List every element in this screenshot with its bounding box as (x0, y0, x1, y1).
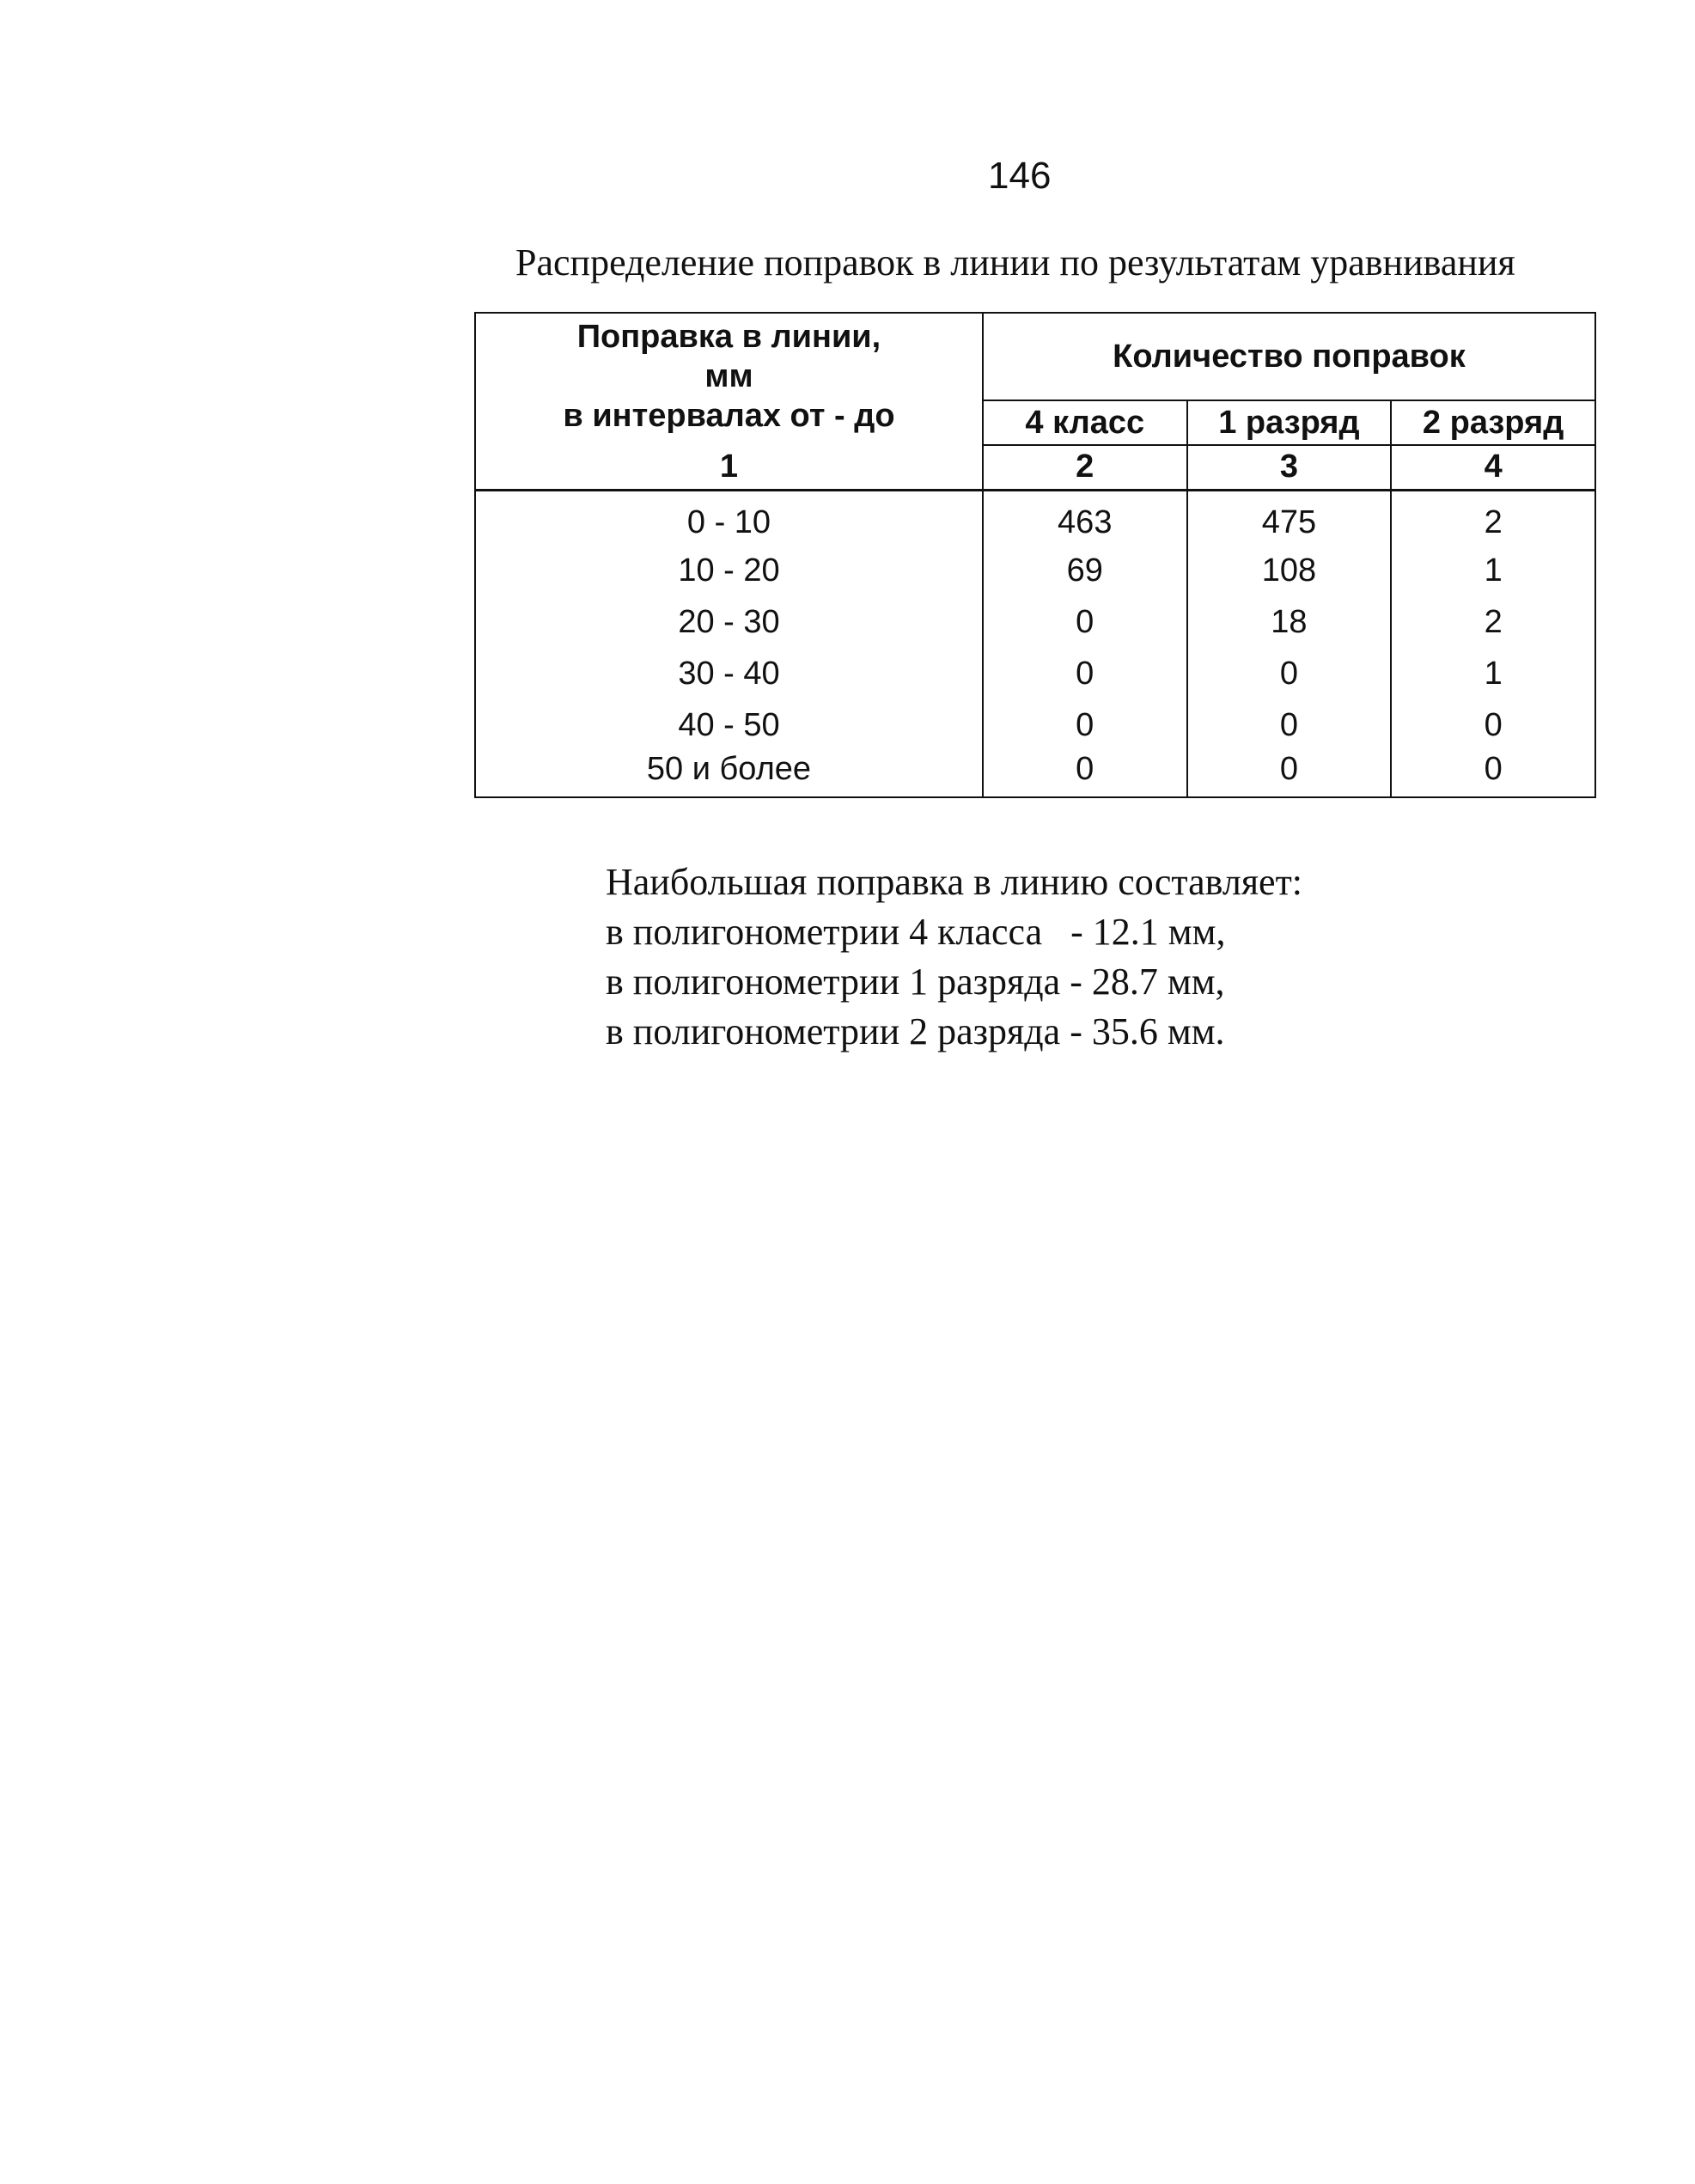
table-row (475, 699, 1595, 751)
subheader-2-rank: 2 разряд (1391, 400, 1595, 445)
header-line-2: мм (704, 358, 753, 394)
interval-cell: 30 - 40 (475, 648, 983, 699)
count-cell: 463 (983, 490, 1187, 545)
summary-line: в полигонометрии 1 разряда - 28.7 мм, (606, 961, 1225, 1003)
table-row (475, 490, 1595, 545)
table-row (475, 545, 1595, 596)
summary-text (606, 857, 1302, 1057)
table-row (475, 596, 1595, 648)
subheader-4-class: 4 класс (983, 400, 1187, 445)
count-cell: 2 (1391, 596, 1595, 648)
summary-line: в полигонометрии 2 разряда - 35.6 мм. (606, 1010, 1225, 1052)
column-number: 2 (983, 445, 1187, 490)
count-cell: 108 (1187, 545, 1392, 596)
interval-cell: 10 - 20 (475, 545, 983, 596)
interval-cell: 20 - 30 (475, 596, 983, 648)
count-cell: 0 (983, 751, 1187, 797)
count-cell: 0 (1187, 648, 1392, 699)
header-corrections-count: Количество поправок (983, 313, 1595, 400)
count-cell: 0 (983, 596, 1187, 648)
count-cell: 0 (983, 648, 1187, 699)
count-cell: 0 (983, 699, 1187, 751)
count-cell: 69 (983, 545, 1187, 596)
corrections-table (474, 312, 1596, 798)
count-cell: 0 (1187, 699, 1392, 751)
summary-line: в полигонометрии 4 класса - 12.1 мм, (606, 911, 1226, 953)
count-cell: 0 (1391, 751, 1595, 797)
table-row (475, 751, 1595, 797)
page-number: 146 (988, 155, 1052, 197)
interval-cell: 50 и более (475, 751, 983, 797)
column-number: 3 (1187, 445, 1392, 490)
header-line-3: в интервалах от - до (563, 398, 895, 434)
count-cell: 475 (1187, 490, 1392, 545)
count-cell: 0 (1187, 751, 1392, 797)
count-cell: 2 (1391, 490, 1595, 545)
interval-cell: 40 - 50 (475, 699, 983, 751)
count-cell: 1 (1391, 648, 1595, 699)
count-cell: 1 (1391, 545, 1595, 596)
column-number: 1 (475, 445, 983, 490)
subheader-1-rank: 1 разряд (1187, 400, 1392, 445)
table-row (475, 648, 1595, 699)
summary-line: Наибольшая поправка в линию составляет: (606, 861, 1303, 903)
header-line-1: Поправка в линии, (576, 319, 881, 355)
count-cell: 0 (1391, 699, 1595, 751)
table-caption: Распределение поправок в линии по результатам уравнивания (515, 241, 1515, 284)
count-cell: 18 (1187, 596, 1392, 648)
header-correction-interval (475, 313, 983, 445)
column-number: 4 (1391, 445, 1595, 490)
interval-cell: 0 - 10 (475, 490, 983, 545)
